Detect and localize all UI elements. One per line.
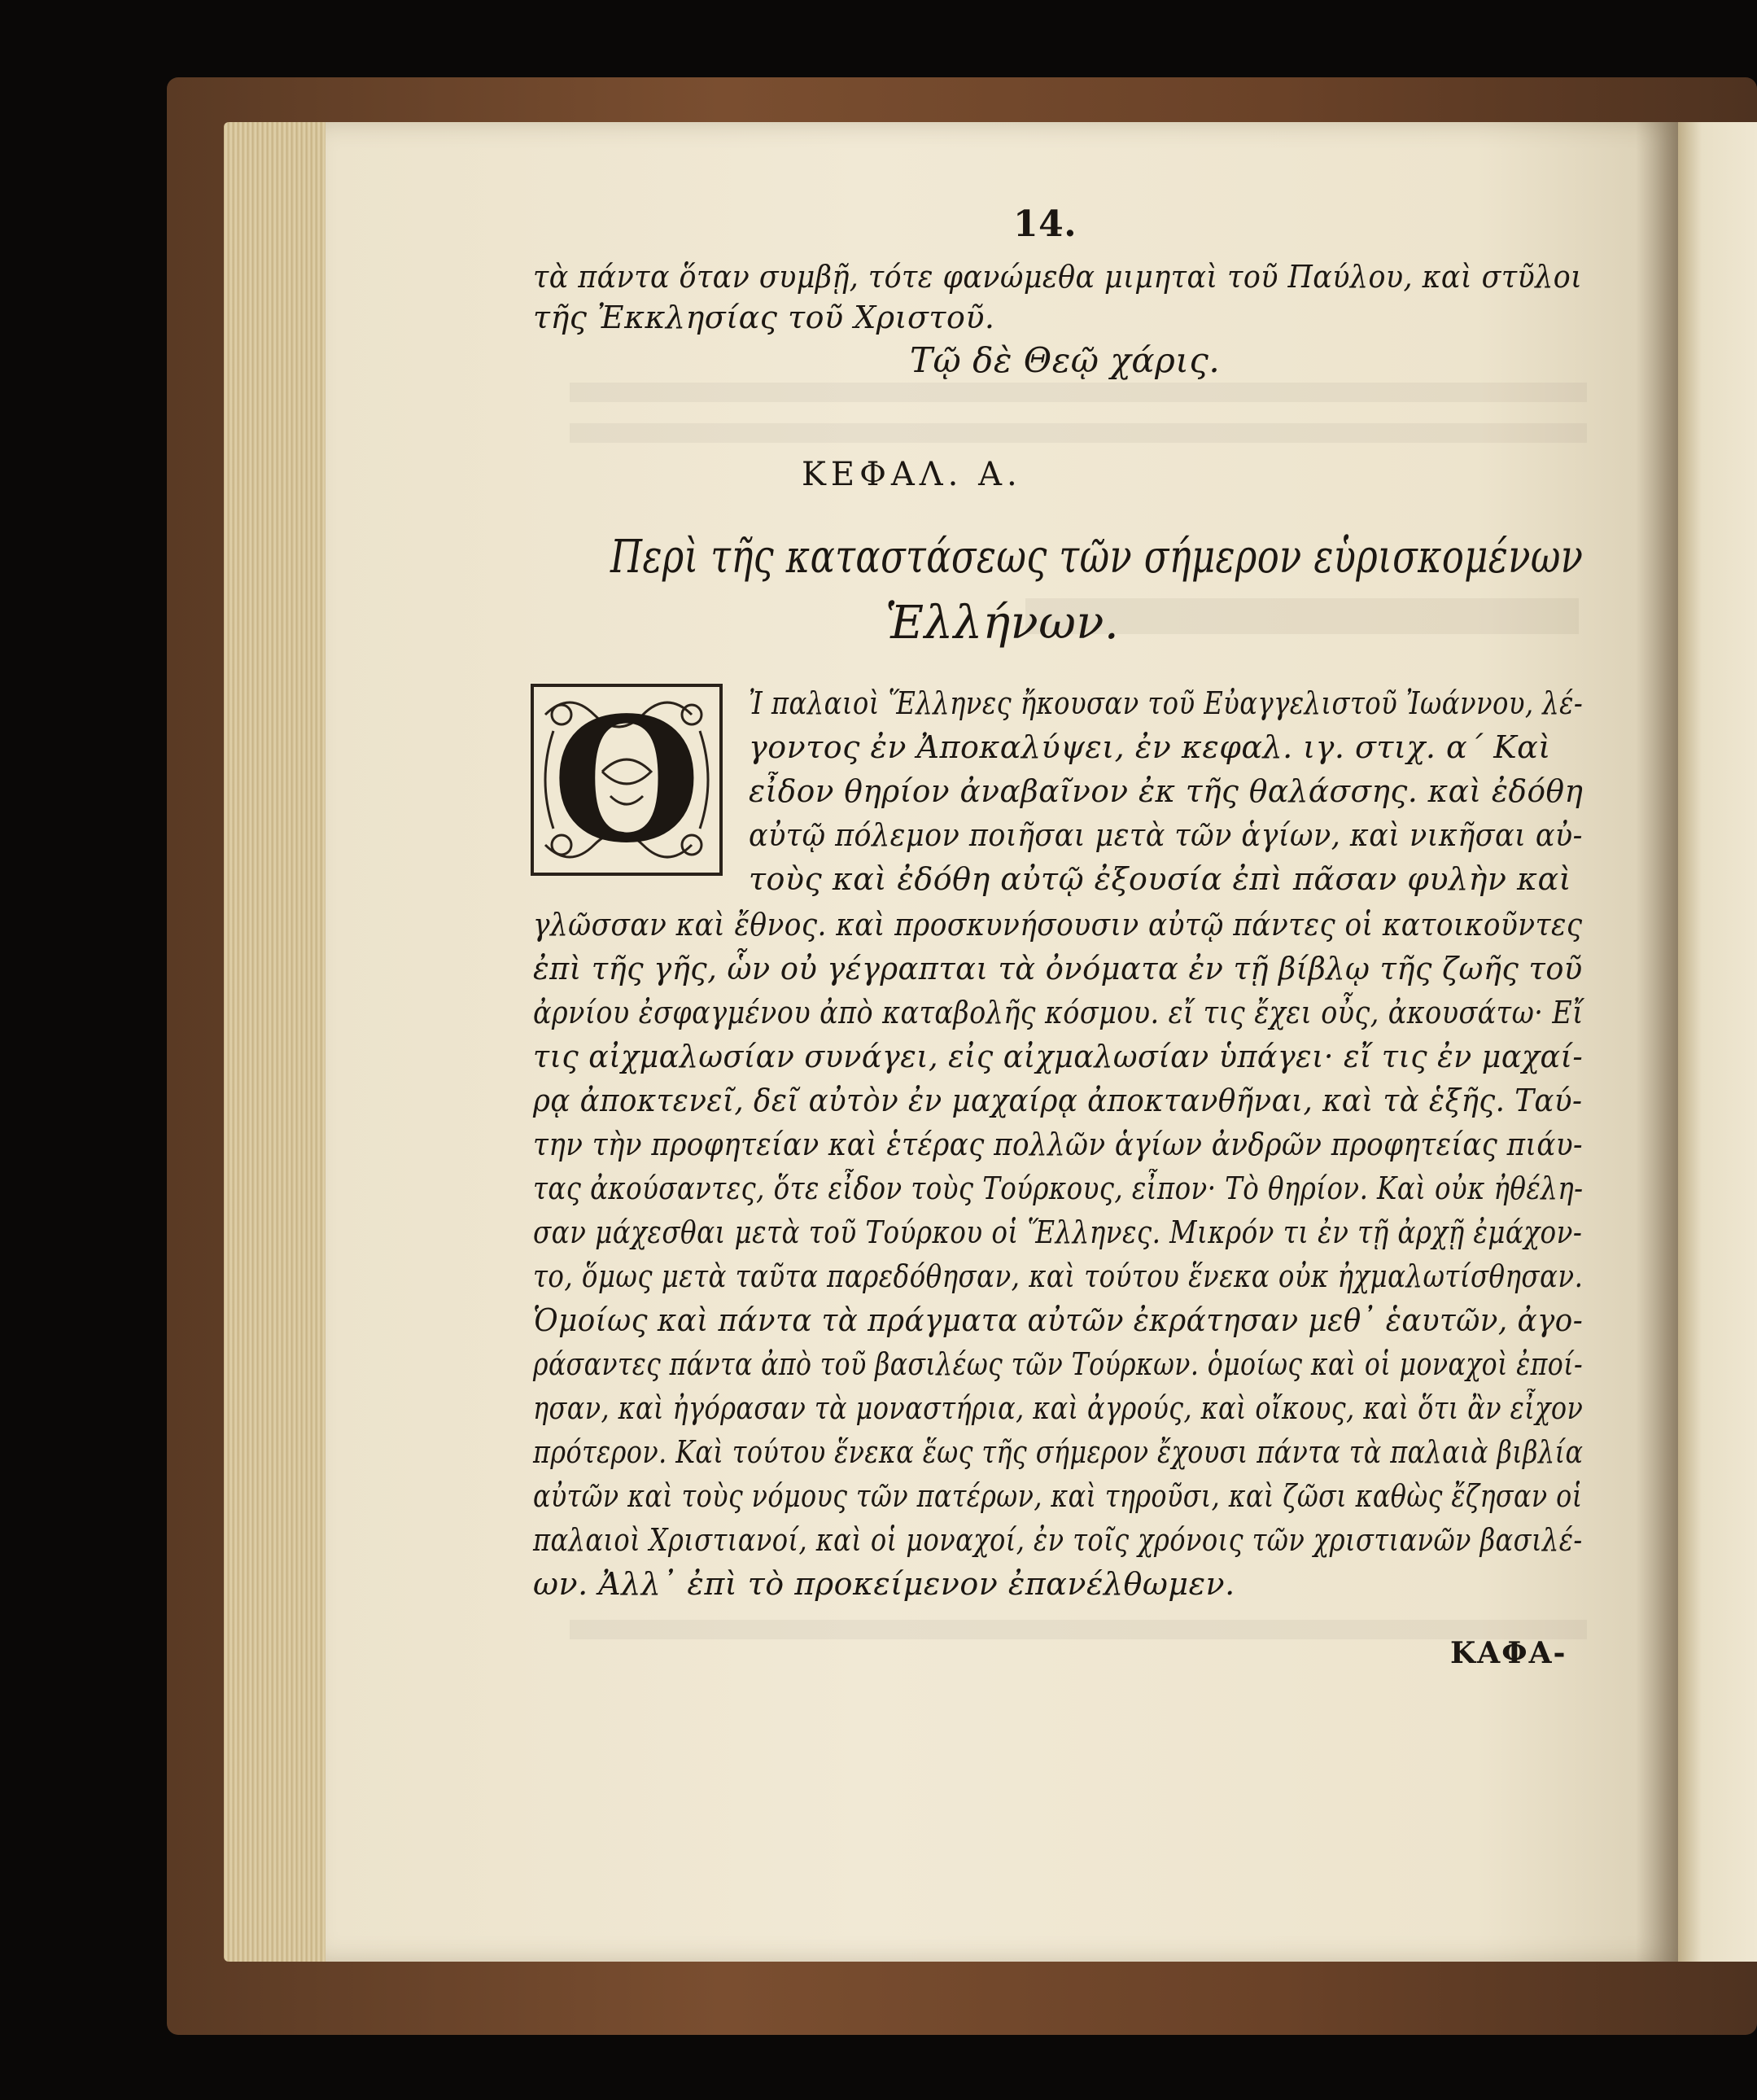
page-edges [224,122,342,1962]
text-line: το, ὅμως μετὰ ταῦτα παρεδόθησαν, καὶ τούτου ἕνεκα οὐκ ἠχμαλωτίσθησαν. [533,1258,1584,1294]
text-line: ρᾳ ἀποκτενεῖ, δεῖ αὐτὸν ἐν μαχαίρᾳ ἀποκτανθῆναι, καὶ τὰ ἑξῆς. Ταύ- [533,1083,1583,1118]
text-line: ησαν, καὶ ἠγόρασαν τὰ μοναστήρια, καὶ ἀγρούς, καὶ οἴκους, καὶ ὅτι ἂν εἶχον [533,1390,1584,1426]
initial-letter: O [552,679,701,881]
text-line: αὐτῶν καὶ τοὺς νόμους τῶν πατέρων, καὶ τηροῦσι, καὶ ζῶσι καθὼς ἔζησαν οἱ [533,1478,1583,1514]
decorated-initial [529,679,724,881]
page-number: 14. [1013,203,1077,245]
text-line: αὐτῷ πόλεμον ποιῆσαι μετὰ τῶν ἁγίων, καὶ νικῆσαι αὐ- [749,817,1583,853]
intro-line: τὰ πάντα ὅταν συμβῇ, τότε φανώμεθα μιμηταὶ τοῦ Παύλου, καὶ στῦλοι [533,259,1583,295]
chapter-title: Ἑλλήνων. [885,597,1120,650]
catchword: ΚΑΦΑ- [1450,1636,1567,1670]
text-line: Ἰ παλαιοὶ Ἕλληνες ἤκουσαν τοῦ Εὐαγγελιστοῦ Ἰωάννου, λέ- [749,685,1584,721]
text-line: τοὺς καὶ ἐδόθη αὐτῷ ἐξουσία ἐπὶ πᾶσαν φυλὴν καὶ [749,861,1571,897]
text-line: τας ἀκούσαντες, ὅτε εἶδον τοὺς Τούρκους, εἶπον· Τὸ θηρίον. Καὶ οὐκ ἠθέλη- [533,1170,1584,1206]
text-line: την τὴν προφητείαν καὶ ἑτέρας πολλῶν ἁγίων ἀνδρῶν προφητείας πιάυ- [533,1127,1584,1162]
text-line: παλαιοὶ Χριστιανοί, καὶ οἱ μοναχοί, ἐν τοῖς χρόνοις τῶν χριστιανῶν βασιλέ- [533,1522,1583,1558]
text-line: πρότερον. Καὶ τούτου ἕνεκα ἕως τῆς σήμερον ἔχουσι πάντα τὰ παλαιὰ βιβλία [533,1434,1584,1470]
spine-shadow [1636,122,1685,1962]
text-line: ων. Ἀλλ᾽ ἐπὶ τὸ προκείμενον ἐπανέλθωμεν. [533,1566,1235,1602]
text-line: ἀρνίου ἐσφαγμένου ἀπὸ καταβολῆς κόσμου. εἴ τις ἔχει οὖς, ἀκουσάτω· Εἴ [533,995,1584,1030]
facing-page-edge [1678,122,1757,1962]
text-line: τις αἰχμαλωσίαν συνάγει, εἰς αἰχμαλωσίαν ὑπάγει· εἴ τις ἐν μαχαί- [533,1039,1584,1074]
text-line: Ὁμοίως καὶ πάντα τὰ πράγματα αὐτῶν ἐκράτησαν μεθ᾽ ἑαυτῶν, ἀγο- [533,1302,1584,1338]
text-line: ράσαντες πάντα ἀπὸ τοῦ βασιλέως τῶν Τούρκων. ὁμοίως καὶ οἱ μοναχοὶ ἐποί- [533,1346,1584,1382]
chapter-title: Περὶ τῆς καταστάσεως τῶν σήμερον εὑρισκομένων [610,531,1584,584]
text-line: εἶδον θηρίον ἀναβαῖνον ἐκ τῆς θαλάσσης. καὶ ἐδόθη [749,773,1584,809]
intro-line: τῆς Ἐκκλησίας τοῦ Χριστοῦ. [533,300,995,335]
chapter-heading: ΚΕΦΑΛ. Α. [802,456,1022,493]
text-line: σαν μάχεσθαι μετὰ τοῦ Τούρκου οἱ Ἕλληνες. Μικρόν τι ἐν τῇ ἀρχῇ ἐμάχον- [533,1214,1583,1250]
doxology: Τῷ δὲ Θεῷ χάρις. [910,340,1221,380]
text-line: ἐπὶ τῆς γῆς, ὧν οὐ γέγραπται τὰ ὀνόματα ἐν τῇ βίβλῳ τῆς ζωῆς τοῦ [533,951,1583,987]
text-line: γοντος ἐν Ἀποκαλύψει, ἐν κεφαλ. ιγ. στιχ. α΄ Καὶ [749,729,1551,765]
text-line: γλῶσσαν καὶ ἔθνος. καὶ προσκυνήσουσιν αὐτῷ πάντες οἱ κατοικοῦντες [533,907,1583,943]
